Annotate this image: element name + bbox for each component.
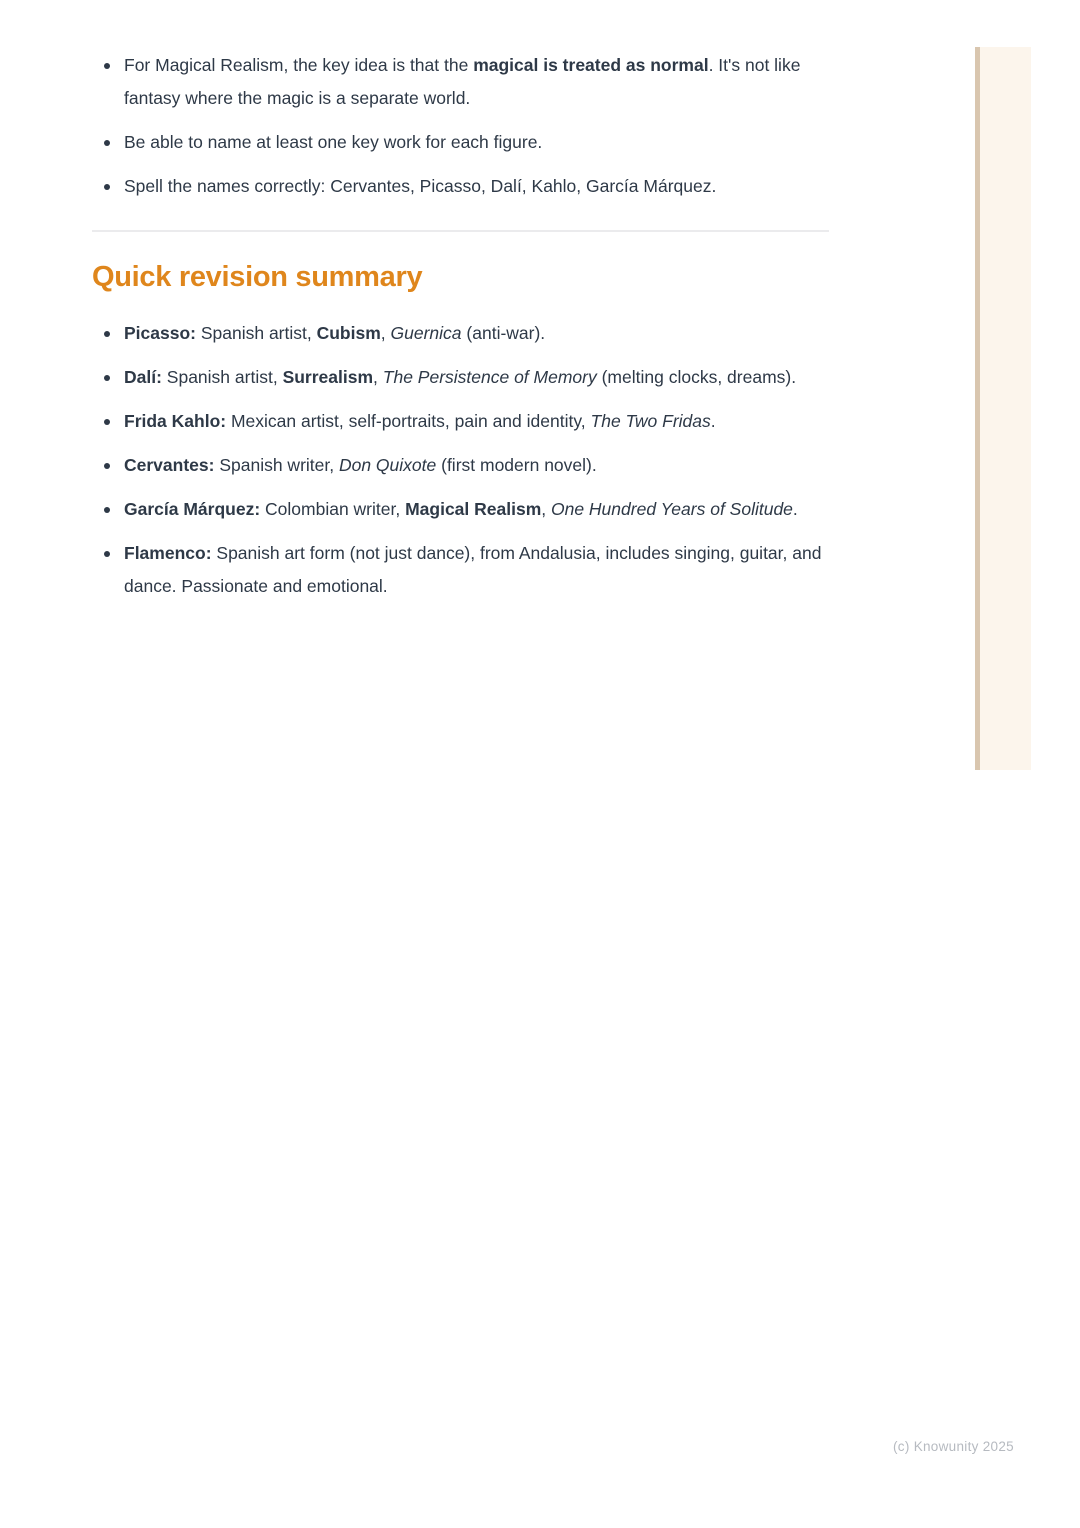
list-item-text: Spell the names correctly: Cervantes, Picasso, Dalí, Kahlo, García Márquez. — [124, 176, 717, 196]
exam-tips-list — [92, 49, 829, 203]
bullet-dot-icon — [104, 375, 110, 381]
list-item — [92, 170, 829, 203]
list-item-text: Cervantes: Spanish writer, Don Quixote (first modern novel). — [124, 455, 597, 475]
bullet-dot-icon — [104, 507, 110, 513]
list-item-text: Be able to name at least one key work for each figure. — [124, 132, 543, 152]
list-item — [92, 49, 829, 115]
bullet-dot-icon — [104, 184, 110, 190]
bullet-dot-icon — [104, 419, 110, 425]
bullet-dot-icon — [104, 463, 110, 469]
next-page-edge — [975, 47, 1031, 770]
list-item — [92, 126, 829, 159]
bullet-dot-icon — [104, 63, 110, 69]
list-item — [92, 361, 829, 394]
bullet-dot-icon — [104, 551, 110, 557]
list-item-text: García Márquez: Colombian writer, Magical Realism, One Hundred Years of Solitude. — [124, 499, 798, 519]
list-item — [92, 493, 829, 526]
page-edge-fill — [980, 47, 1031, 770]
list-item-text: Flamenco: Spanish art form (not just dance), from Andalusia, includes singing, guitar, and dance. Passionate and emotional. — [124, 543, 822, 596]
section-divider — [92, 230, 829, 232]
bullet-dot-icon — [104, 140, 110, 146]
list-item-text: Picasso: Spanish artist, Cubism, Guernica (anti-war). — [124, 323, 546, 343]
list-item — [92, 537, 829, 603]
copyright-text: (c) Knowunity 2025 — [893, 1439, 1014, 1454]
list-item-text: For Magical Realism, the key idea is that the magical is treated as normal. It's not like fantasy where the magic is a separate world. — [124, 55, 801, 108]
list-item-text: Dalí: Spanish artist, Surrealism, The Persistence of Memory (melting clocks, dreams). — [124, 367, 797, 387]
bullet-dot-icon — [104, 331, 110, 337]
notes-content — [92, 49, 829, 603]
section-heading: Quick revision summary — [92, 261, 423, 293]
revision-summary-list — [92, 317, 829, 603]
list-item — [92, 405, 829, 438]
list-item — [92, 449, 829, 482]
list-item-text: Frida Kahlo: Mexican artist, self-portraits, pain and identity, The Two Fridas. — [124, 411, 716, 431]
list-item — [92, 317, 829, 350]
